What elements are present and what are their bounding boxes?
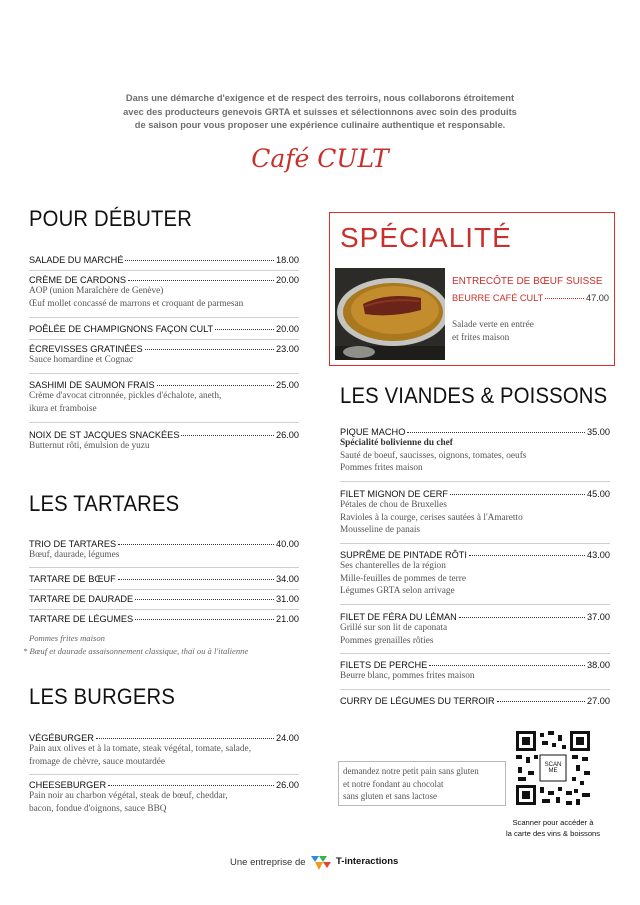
menu-item [29, 344, 299, 367]
item-price: 40.00 [276, 539, 299, 549]
item-price: 18.00 [276, 255, 299, 265]
item-name: FILET DE FÉRA DU LÉMAN [340, 612, 457, 622]
item-desc: Grillé sur son lit de caponata [340, 623, 448, 633]
item-price: 38.00 [587, 660, 610, 670]
item-desc: Bœuf, daurade, légumes [29, 550, 120, 560]
menu-item [340, 696, 610, 706]
item-name: NOIX DE ST JACQUES SNACKÉES [29, 430, 180, 440]
item-name: SALADE DU MARCHÉ [29, 255, 124, 265]
menu-item [340, 660, 610, 683]
item-price: 43.00 [587, 550, 610, 560]
tartare-note: Pommes frites maison [29, 633, 105, 643]
divider [29, 589, 299, 590]
item-price: 23.00 [276, 344, 299, 354]
item-price: 31.00 [276, 594, 299, 604]
section-title-tartares: LES TARTARES [29, 491, 180, 516]
gluten-line: demandez notre petit pain sans gluten [343, 766, 479, 776]
item-price: 26.00 [276, 430, 299, 440]
intro-line: avec des producteurs genevois GRTA et suisses et sélectionnons avec soin des produits [123, 106, 517, 117]
tartare-note: * Bœuf et daurade assaisonnement classique, thaï ou à l'italienne [23, 646, 249, 656]
item-name: ÉCREVISSES GRATINÉES [29, 344, 143, 354]
specialite-photo [335, 268, 445, 360]
intro-line: de saison pour vous proposer une expérience culinaire authentique et responsable. [134, 120, 506, 130]
divider [29, 609, 299, 610]
item-desc: et frites maison [452, 332, 510, 343]
section-title-burgers: LES BURGERS [29, 684, 176, 709]
item-name: CRÈME DE CARDONS [29, 275, 126, 285]
menu-item [340, 550, 610, 598]
item-price: 21.00 [276, 614, 299, 624]
divider [29, 774, 299, 775]
item-price: 37.00 [587, 612, 610, 622]
specialite-price-line [452, 293, 609, 303]
item-desc: Pain noir au charbon végétal, steak de bœuf, cheddar, [29, 791, 228, 801]
gluten-free-note [338, 761, 506, 806]
item-desc: Mille-feuilles de pommes de terre [340, 573, 466, 584]
divider [340, 481, 610, 482]
item-name: POÊLÉE DE CHAMPIGNONS FAÇON CULT [29, 324, 214, 334]
item-desc: AOP (union Maraîchère de Genève) [29, 286, 164, 296]
divider [29, 373, 299, 374]
item-desc: ikura et framboise [29, 403, 97, 414]
item-desc: Pétales de chou de Bruxelles [340, 500, 447, 510]
t-interactions-logo-icon [309, 852, 333, 872]
item-price: 20.00 [276, 275, 299, 285]
section-title-debuter: POUR DÉBUTER [29, 206, 193, 231]
menu-item [29, 324, 299, 334]
specialite-name: ENTRECÔTE DE BŒUF SUISSE [452, 276, 603, 287]
menu-item [29, 430, 299, 453]
item-name: TRIO DE TARTARES [29, 539, 117, 549]
item-price: 34.00 [276, 574, 299, 584]
item-name: TARTARE DE LÉGUMES [29, 614, 134, 624]
menu-item [29, 275, 299, 310]
item-name: SASHIMI DE SAUMON FRAIS [29, 380, 155, 390]
item-price: 35.00 [587, 427, 610, 437]
specialite-desc [452, 319, 534, 344]
divider [340, 689, 610, 690]
divider [29, 567, 299, 568]
item-desc: Pommes frites maison [340, 463, 423, 473]
menu-item [29, 594, 299, 604]
specialite-title: SPÉCIALITÉ [340, 222, 512, 253]
qr-caption-line: Scanner pour accéder à [512, 818, 594, 827]
brand-logo: Café CULT [251, 144, 389, 173]
footer-brand: T-interactions [336, 856, 399, 867]
section-title-viandes: LES VIANDES & POISSONS [340, 383, 608, 408]
divider [340, 604, 610, 605]
qr-code[interactable] [516, 731, 590, 805]
item-desc: Légumes GRTA selon arrivage [340, 586, 455, 596]
item-desc: Sauce homardine et Cognac [29, 355, 134, 365]
qr-caption-line: la carte des vins & boissons [505, 829, 601, 838]
item-name: FILET MIGNON DE CERF [340, 489, 449, 499]
specialite-price: 47.00 [586, 293, 609, 303]
item-desc: Ses chanterelles de la région [340, 561, 446, 571]
item-desc: Salade verte en entrée [452, 320, 534, 330]
intro-text [110, 92, 530, 133]
item-price: 20.00 [276, 324, 299, 334]
menu-item [29, 255, 299, 265]
item-desc: bacon, fondue d'oignons, sauce BBQ [29, 803, 167, 814]
item-name: VÉGÉBURGER [29, 733, 94, 743]
specialite-subname: BEURRE CAFÉ CULT [452, 293, 544, 303]
menu-item [29, 539, 299, 562]
divider [340, 653, 610, 654]
item-highlight: Spécialité bolivienne du chef [340, 438, 453, 448]
item-desc: Œuf mollet concassé de marrons et croquant de parmesan [29, 298, 244, 309]
menu-item [340, 489, 610, 537]
item-desc: Sauté de boeuf, saucisses, oignons, tomates, oeufs [340, 450, 527, 461]
item-price: 45.00 [587, 489, 610, 499]
menu-item [29, 780, 299, 815]
item-name: CHEESEBURGER [29, 780, 107, 790]
item-name: TARTARE DE BŒUF [29, 574, 116, 584]
item-desc: Butternut rôti, émulsion de yuzu [29, 441, 150, 451]
item-price: 26.00 [276, 780, 299, 790]
menu-item [29, 574, 299, 584]
gluten-line: sans gluten et sans lactose [343, 791, 437, 801]
qr-caption [496, 817, 610, 839]
item-price: 25.00 [276, 380, 299, 390]
menu-item [29, 380, 299, 415]
menu-item [340, 612, 610, 647]
item-name: SUPRÊME DE PINTADE RÔTI [340, 550, 467, 560]
intro-line: Dans une démarche d'exigence et de respect des terroirs, nous collaborons étroitement [125, 93, 515, 103]
item-desc: Crème d'avocat citronnée, pickles d'échalote, aneth, [29, 391, 222, 401]
item-name: PIQUE MACHO [340, 427, 406, 437]
divider [29, 339, 299, 340]
item-desc: Pain aux olives et à la tomate, steak végétal, tomate, salade, [29, 744, 252, 754]
gluten-line: et notre fondant au chocolat [343, 778, 444, 789]
item-desc: Beurre blanc, pommes frites maison [340, 671, 475, 681]
item-name: TARTARE DE DAURADE [29, 594, 134, 604]
divider [340, 543, 610, 544]
menu-item [340, 427, 610, 475]
divider [29, 317, 299, 318]
footer-prefix: Une entreprise de [230, 857, 306, 868]
item-desc: Pommes grenailles rôties [340, 635, 434, 646]
item-desc: Mousseline de panais [340, 525, 421, 535]
menu-item [29, 733, 299, 768]
divider [29, 422, 299, 423]
menu-item [29, 614, 299, 624]
qr-label: SCAN ME [544, 762, 562, 774]
item-desc: fromage de chèvre, sauce moutardée [29, 756, 166, 767]
item-price: 24.00 [276, 733, 299, 743]
item-price: 27.00 [587, 696, 610, 706]
item-name: FILETS DE PERCHE [340, 660, 428, 670]
divider [29, 270, 299, 271]
item-name: CURRY DE LÉGUMES DU TERROIR [340, 696, 495, 706]
item-desc: Ravioles à la courge, cerises sautées à l'Amaretto [340, 512, 523, 523]
